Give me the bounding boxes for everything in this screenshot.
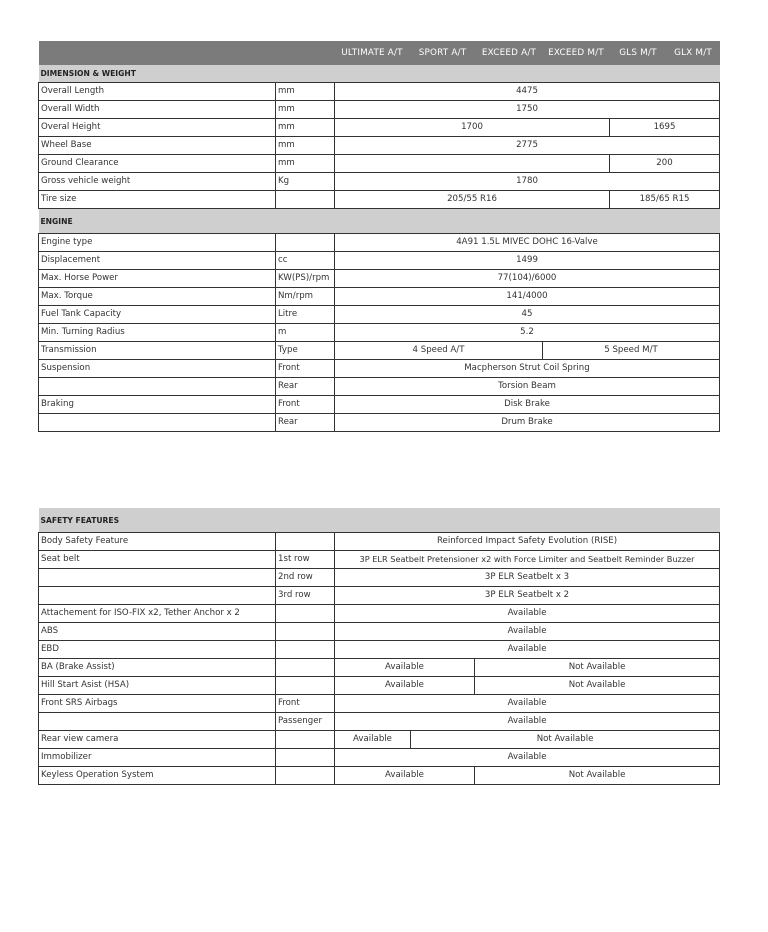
spec-value: Available	[335, 659, 475, 677]
spec-unit: m	[276, 324, 335, 342]
spec-value: 185/65 R15	[610, 191, 720, 209]
table-row	[39, 677, 720, 695]
spec-label: Attachement for ISO-FIX x2, Tether Anchor x 2	[39, 605, 276, 623]
spec-label: Ground Clearance	[39, 155, 276, 173]
spec-label: Min. Turning Radius	[39, 324, 276, 342]
spec-unit: mm	[276, 83, 335, 101]
spec-value: Available	[335, 623, 720, 641]
spec-unit: mm	[276, 119, 335, 137]
spec-label: Front SRS Airbags	[39, 695, 276, 713]
spec-value: Disk Brake	[335, 396, 720, 414]
table-row	[39, 569, 720, 587]
table-row	[39, 342, 720, 360]
spec-value: Available	[335, 767, 475, 785]
table-row	[39, 83, 720, 101]
spec-value: 3P ELR Seatbelt x 3	[335, 569, 720, 587]
spec-value: 1700	[335, 119, 610, 137]
spec-unit	[276, 533, 335, 551]
spec-label: Gross vehicle weight	[39, 173, 276, 191]
spec-unit	[276, 731, 335, 749]
spec-value-empty	[335, 155, 610, 173]
spec-value: 2775	[335, 137, 720, 155]
safety-table	[38, 508, 720, 785]
table-row	[39, 641, 720, 659]
table-row	[39, 767, 720, 785]
spec-value: 4 Speed A/T	[335, 342, 543, 360]
spec-value: Torsion Beam	[335, 378, 720, 396]
spec-value: Available	[335, 605, 720, 623]
spec-value: 1695	[610, 119, 720, 137]
spec-value: Reinforced Impact Safety Evolution (RISE)	[335, 533, 720, 551]
table-row	[39, 587, 720, 605]
spec-value: 1780	[335, 173, 720, 191]
variant-label: ULTIMATE A/T	[335, 41, 410, 65]
spec-label: Seat belt	[39, 551, 276, 569]
spec-unit: Rear	[276, 378, 335, 396]
variant-label: EXCEED A/T	[476, 41, 543, 65]
spec-value: Available	[335, 749, 720, 767]
spec-value: 1499	[335, 252, 720, 270]
variant-label: GLS M/T	[610, 41, 667, 65]
spec-unit: Passenger	[276, 713, 335, 731]
section-title: ENGINE	[39, 209, 720, 234]
spec-label-empty	[39, 378, 276, 396]
spec-unit	[276, 641, 335, 659]
spec-unit: Nm/rpm	[276, 288, 335, 306]
spec-value: 1750	[335, 101, 720, 119]
spec-value: Drum Brake	[335, 414, 720, 432]
spec-unit: 2nd row	[276, 569, 335, 587]
spec-label: ABS	[39, 623, 276, 641]
table-row	[39, 155, 720, 173]
section-title: DIMENSION & WEIGHT	[39, 65, 720, 83]
section-title: SAFETY FEATURES	[39, 508, 720, 533]
spec-unit: Litre	[276, 306, 335, 324]
spec-value: Not Available	[411, 731, 720, 749]
table-row	[39, 605, 720, 623]
table-row	[39, 360, 720, 378]
spec-label: Rear view camera	[39, 731, 276, 749]
table-row	[39, 191, 720, 209]
spec-label: Tire size	[39, 191, 276, 209]
table-row	[39, 119, 720, 137]
spec-label: Hill Start Asist (HSA)	[39, 677, 276, 695]
spec-unit	[276, 191, 335, 209]
table-row	[39, 137, 720, 155]
section-header	[39, 65, 720, 83]
spec-unit: Rear	[276, 414, 335, 432]
table-row	[39, 659, 720, 677]
spec-unit: mm	[276, 137, 335, 155]
spec-unit: cc	[276, 252, 335, 270]
spec-label: Overall Width	[39, 101, 276, 119]
spec-label: Braking	[39, 396, 276, 414]
spec-unit: Kg	[276, 173, 335, 191]
table-row	[39, 306, 720, 324]
spec-unit	[276, 605, 335, 623]
section-header	[39, 508, 720, 533]
spec-label: Max. Torque	[39, 288, 276, 306]
spec-unit	[276, 767, 335, 785]
spec-value: 77(104)/6000	[335, 270, 720, 288]
spec-label: Fuel Tank Capacity	[39, 306, 276, 324]
table-row	[39, 731, 720, 749]
table-row	[39, 234, 720, 252]
spec-unit	[276, 623, 335, 641]
spec-value: Not Available	[475, 677, 720, 695]
spec-unit	[276, 677, 335, 695]
spec-label: Engine type	[39, 234, 276, 252]
table-row	[39, 252, 720, 270]
spec-label-empty	[39, 713, 276, 731]
spec-value: 205/55 R16	[335, 191, 610, 209]
spec-unit: mm	[276, 155, 335, 173]
variant-label: GLX M/T	[667, 41, 720, 65]
spec-unit: Type	[276, 342, 335, 360]
spec-table	[38, 41, 720, 432]
table-row	[39, 749, 720, 767]
safety-sheet	[38, 508, 719, 785]
variant-label: SPORT A/T	[410, 41, 476, 65]
spec-label: Displacement	[39, 252, 276, 270]
table-row	[39, 101, 720, 119]
spec-value: 3P ELR Seatbelt Pretensioner x2 with Force Limiter and Seatbelt Reminder Buzzer	[335, 551, 720, 569]
table-row	[39, 551, 720, 569]
spec-value: 200	[610, 155, 720, 173]
spec-unit: Front	[276, 360, 335, 378]
spec-value: Not Available	[475, 659, 720, 677]
spec-label: Overal Height	[39, 119, 276, 137]
table-row	[39, 533, 720, 551]
spec-value: 5 Speed M/T	[543, 342, 720, 360]
table-row	[39, 623, 720, 641]
spec-label: Max. Horse Power	[39, 270, 276, 288]
spec-value: Available	[335, 713, 720, 731]
spec-value: 4A91 1.5L MIVEC DOHC 16-Valve	[335, 234, 720, 252]
table-row	[39, 713, 720, 731]
spec-label: Keyless Operation System	[39, 767, 276, 785]
variant-label: EXCEED M/T	[543, 41, 610, 65]
variant-header-row	[39, 41, 720, 65]
table-row	[39, 396, 720, 414]
spec-value: Available	[335, 731, 411, 749]
spec-unit: mm	[276, 101, 335, 119]
spec-unit: 1st row	[276, 551, 335, 569]
spec-unit	[276, 659, 335, 677]
table-row	[39, 378, 720, 396]
spec-unit: Front	[276, 695, 335, 713]
spec-label-empty	[39, 587, 276, 605]
spec-label: Overall Length	[39, 83, 276, 101]
table-row	[39, 695, 720, 713]
spec-value: 5.2	[335, 324, 720, 342]
spec-value: Macpherson Strut Coil Spring	[335, 360, 720, 378]
spec-value: 45	[335, 306, 720, 324]
table-row	[39, 173, 720, 191]
table-row	[39, 270, 720, 288]
spec-label: BA (Brake Assist)	[39, 659, 276, 677]
spec-label: Immobilizer	[39, 749, 276, 767]
table-row	[39, 324, 720, 342]
spec-unit: 3rd row	[276, 587, 335, 605]
spec-label-empty	[39, 414, 276, 432]
table-row	[39, 288, 720, 306]
section-header	[39, 209, 720, 234]
spec-unit	[276, 234, 335, 252]
table-row	[39, 414, 720, 432]
spec-value: Available	[335, 695, 720, 713]
spec-label: EBD	[39, 641, 276, 659]
spec-label: Body Safety Feature	[39, 533, 276, 551]
spec-sheet	[38, 41, 719, 432]
spec-value: Not Available	[475, 767, 720, 785]
spec-label-empty	[39, 569, 276, 587]
spec-value: 4475	[335, 83, 720, 101]
spec-value: Available	[335, 677, 475, 695]
spec-value: 3P ELR Seatbelt x 2	[335, 587, 720, 605]
spec-value: 141/4000	[335, 288, 720, 306]
spec-unit: Front	[276, 396, 335, 414]
spec-label: Wheel Base	[39, 137, 276, 155]
spec-unit: KW(PS)/rpm	[276, 270, 335, 288]
spec-value: Available	[335, 641, 720, 659]
spec-label: Transmission	[39, 342, 276, 360]
spec-unit	[276, 749, 335, 767]
spec-label: Suspension	[39, 360, 276, 378]
